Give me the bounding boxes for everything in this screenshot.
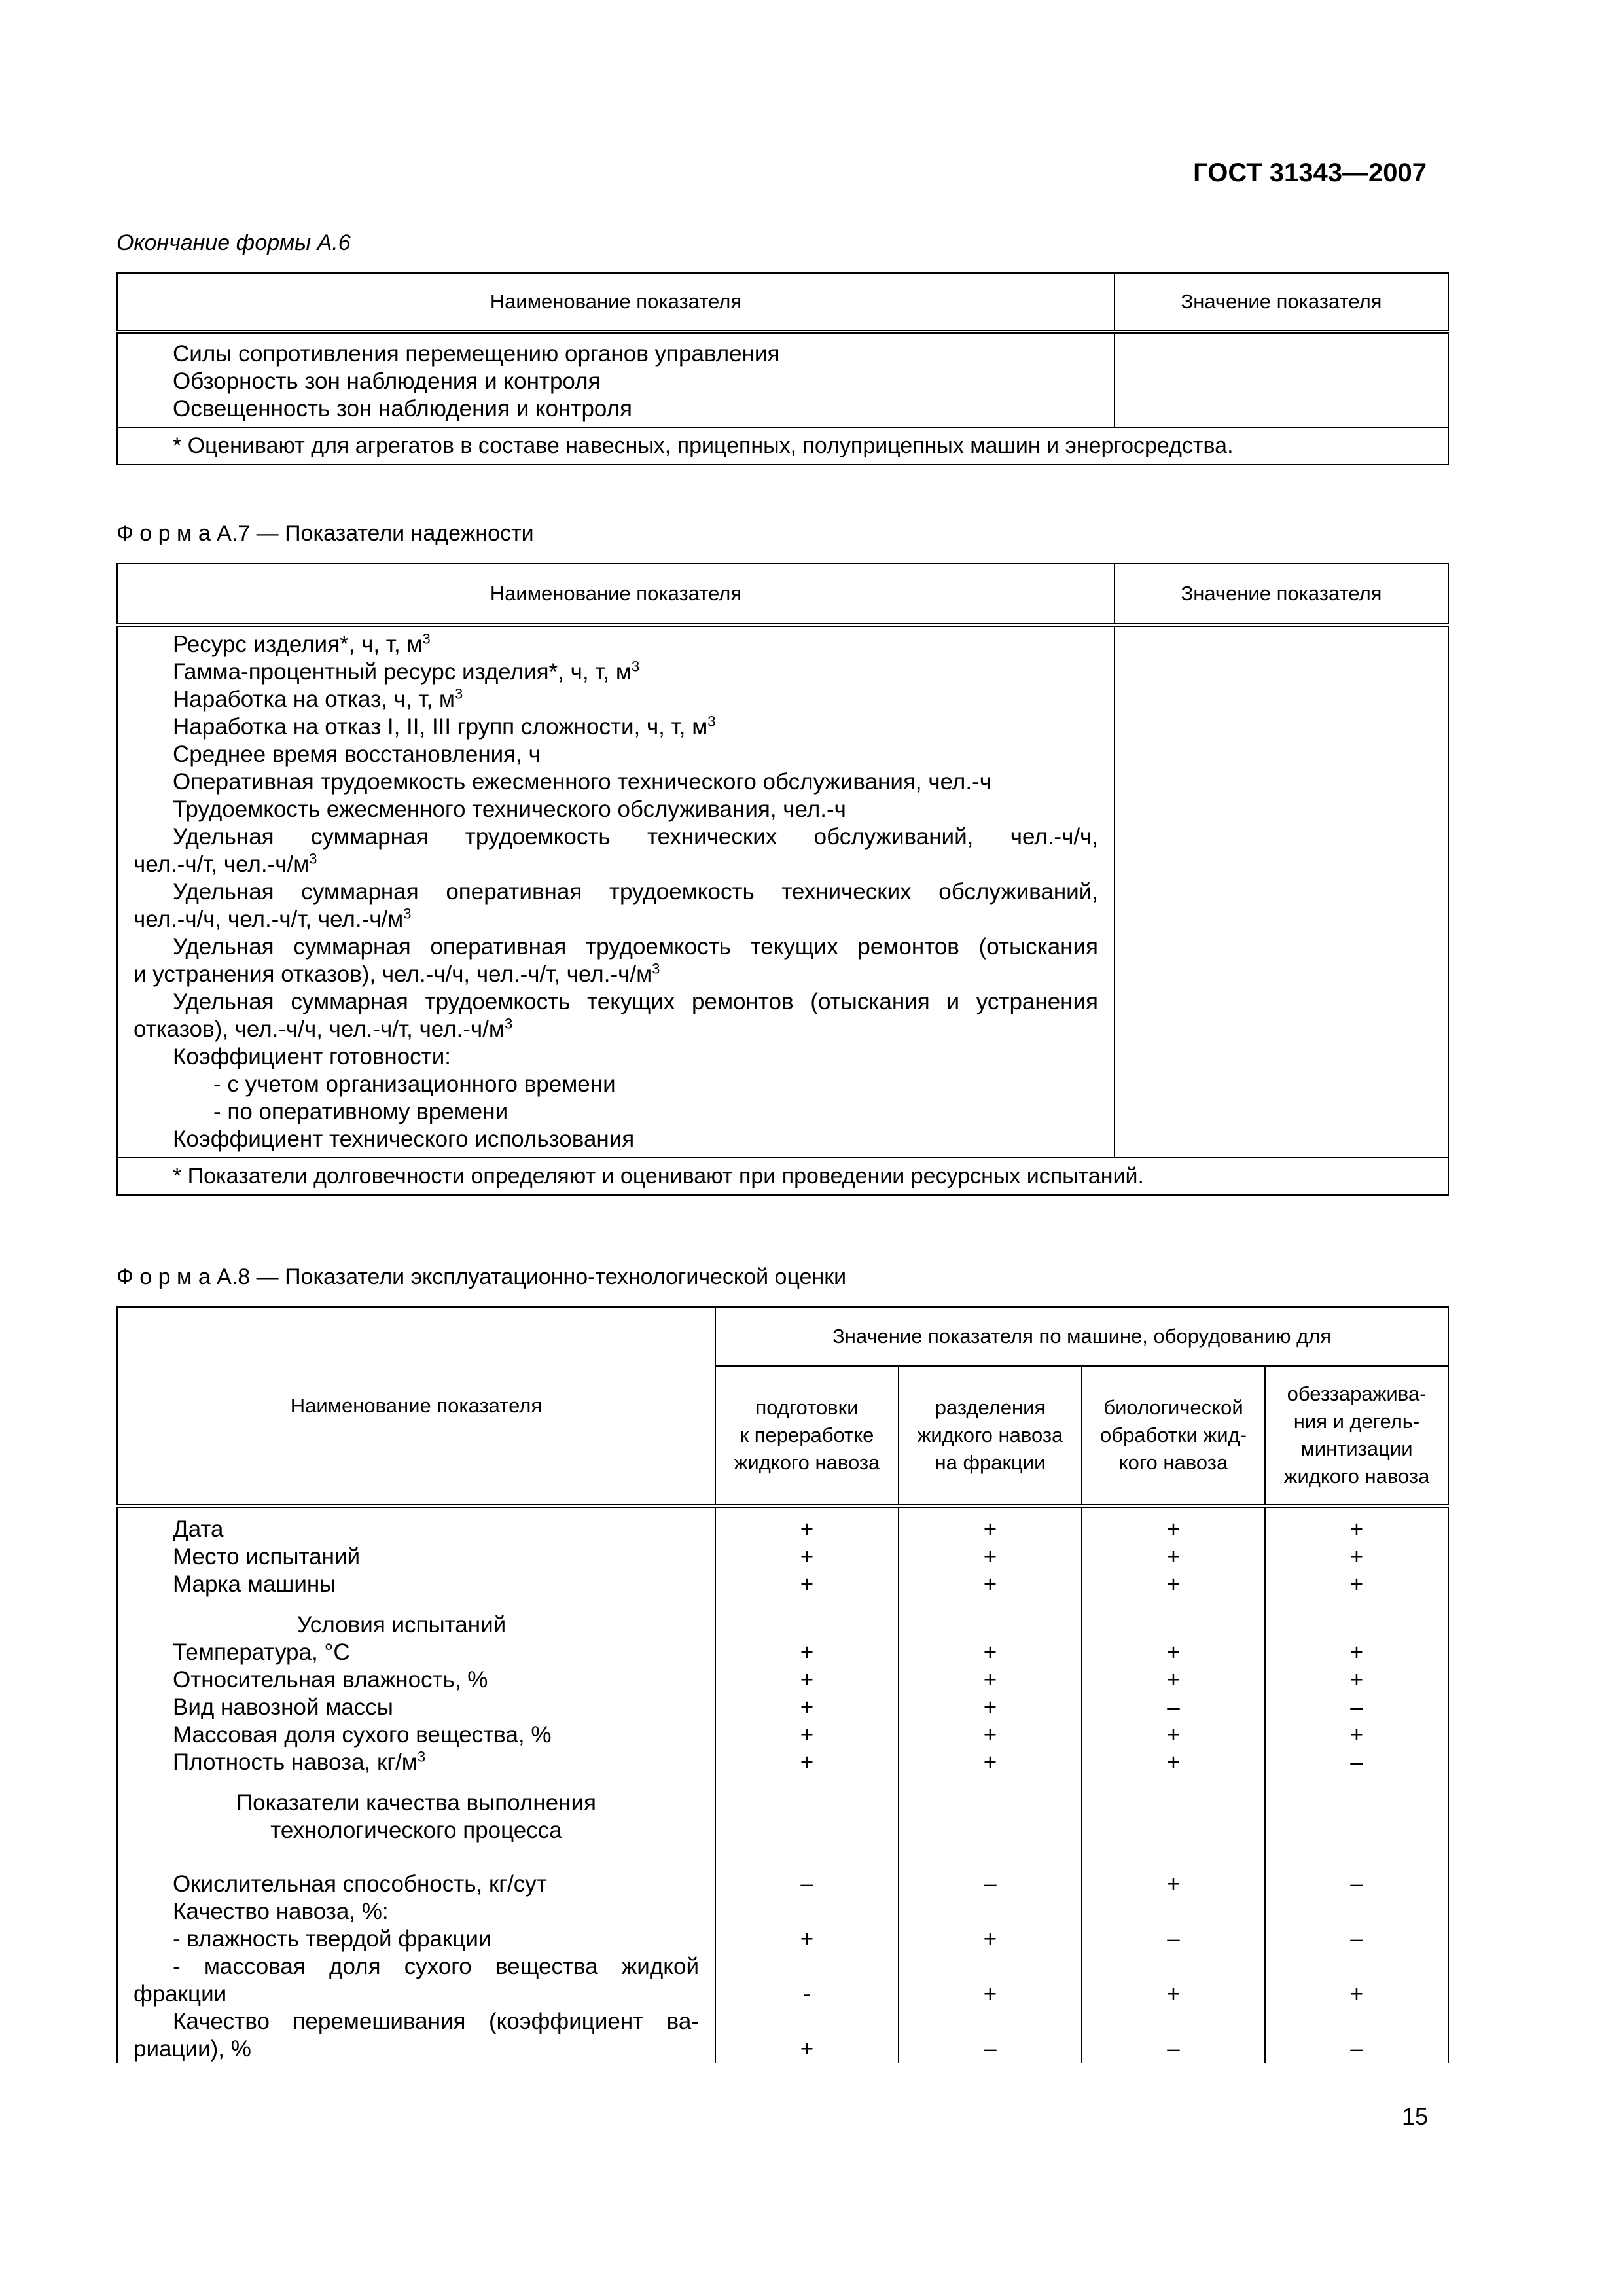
- value-cell: [1115, 625, 1448, 1158]
- row: Среднее время восстановления, ч: [173, 742, 541, 767]
- row: Коэффициент технического использования: [173, 1126, 635, 1152]
- row: отказов), чел.-ч/ч, чел.-ч/т, $чел.-ч/м^3$: [134, 1015, 513, 1042]
- form-a8-table: [116, 1306, 1449, 2063]
- subcol-header-2: разделения жидкого навоза на фракции: [899, 1366, 1082, 1506]
- form-a7-note: * Показатели долговечности определяют и оценивают при проведении ресурсных испытаний.: [117, 1158, 1448, 1195]
- row: - с учетом организационного времени: [213, 1071, 616, 1097]
- col-name-header: Наименование показателя: [117, 273, 1115, 332]
- row: Массовая доля сухого вещества, %: [173, 1722, 552, 1748]
- page-number: 15: [1401, 2103, 1428, 2130]
- conditions-title: Условия испытаний: [297, 1612, 507, 1638]
- row: Оперативная трудоемкость ежесменного технического обслуживания, чел.-ч: [173, 769, 991, 795]
- row: Удельная суммарная оперативная трудоемкость текущих ремонтов (отыскания: [173, 934, 1098, 960]
- row: Удельная суммарная трудоемкость технических обслуживаний, чел.-ч/ч,: [173, 824, 1098, 850]
- form-a6-note: * Оценивают для агрегатов в составе навесных, прицепных, полуприцепных машин и энергосредства.: [117, 427, 1448, 465]
- row: Наработка на отказ I, II, III групп сложности, ч, т, $м^3$: [173, 713, 716, 740]
- row: - массовая доля сухого вещества жидкой: [173, 1954, 699, 1979]
- row: Обзорность зон наблюдения и контроля: [173, 368, 601, 394]
- form-a8-caption: Ф о р м а А.8 — Показатели эксплуатационно-технологической оценки: [116, 1265, 847, 1289]
- row: фракции: [134, 1981, 227, 2007]
- row: Удельная суммарная трудоемкость текущих ремонтов (отыскания и устранения: [173, 989, 1098, 1014]
- value-column-1: + + + + + + + + – + - +: [715, 1506, 899, 2063]
- col-name-header: Наименование показателя: [117, 564, 1115, 625]
- row: Силы сопротивления перемещению органов управления: [173, 341, 780, 367]
- row: Место испытаний: [173, 1544, 361, 1570]
- form-a7-table: [116, 563, 1449, 1196]
- value-cell: [1115, 332, 1448, 427]
- subcol-header-3: биологической обработки жид- кого навоза: [1082, 1366, 1265, 1506]
- subcol-header-1: подготовки к переработке жидкого навоза: [715, 1366, 899, 1506]
- row: Освещенность зон наблюдения и контроля: [173, 396, 632, 422]
- value-column-4: + + + + + – + – – – + –: [1265, 1506, 1448, 2063]
- row: Удельная суммарная оперативная трудоемкость технических обслуживаний,: [173, 879, 1098, 905]
- row: Ресурс изделия*, ч, т, $м^3$: [173, 630, 431, 657]
- row: и устранения отказов), чел.-ч/ч, чел.-ч/т, $чел.-ч/м^3$: [134, 960, 660, 987]
- document-code: ГОСТ 31343—2007: [1193, 158, 1427, 187]
- form-a6-rows: [117, 332, 1115, 427]
- col-group-header: Значение показателя по машине, оборудованию для: [715, 1307, 1448, 1366]
- row: Качество перемешивания (коэффициент ва-: [173, 2009, 699, 2034]
- row: - влажность твердой фракции: [173, 1926, 491, 1952]
- value-column-2: + + + + + + + + – + + –: [899, 1506, 1082, 2063]
- row: Гамма-процентный ресурс изделия*, ч, т, $м^3$: [173, 658, 640, 685]
- row: Дата: [173, 1516, 224, 1542]
- col-value-header: Значение показателя: [1115, 564, 1448, 625]
- value-column-3: + + + + + – + + + – + –: [1082, 1506, 1265, 2063]
- form-a8-rows: [117, 1506, 715, 2063]
- row: Плотность навоза, $кг/м^3$: [173, 1748, 426, 1775]
- row: риации), %: [134, 2036, 251, 2062]
- row: Окислительная способность, кг/сут: [173, 1871, 547, 1897]
- form-a7-caption: Ф о р м а А.7 — Показатели надежности: [116, 521, 534, 546]
- row: Трудоемкость ежесменного технического обслуживания, чел.-ч: [173, 797, 846, 822]
- col-value-header: Значение показателя: [1115, 273, 1448, 332]
- row: Качество навоза, %:: [173, 1899, 389, 1924]
- row: - по оперативному времени: [213, 1099, 508, 1124]
- quality-title: Показатели качества выполнения: [236, 1790, 596, 1816]
- form-a7-rows: [117, 625, 1115, 1158]
- row: Температура, °С: [173, 1640, 350, 1665]
- form-a6-caption: Окончание формы А.6: [116, 230, 351, 255]
- row: чел.-ч/т, $чел.-ч/м^3$: [134, 850, 317, 877]
- row: Марка машины: [173, 1571, 336, 1597]
- form-a6-table: [116, 272, 1449, 465]
- row: чел.-ч/ч, чел.-ч/т, $чел.-ч/м^3$: [134, 905, 412, 932]
- row: Коэффициент готовности:: [173, 1044, 451, 1069]
- row: Относительная влажность, %: [173, 1667, 488, 1693]
- row: Вид навозной массы: [173, 1695, 393, 1720]
- subcol-header-4: обеззаражива- ния и дегель- минтизации жидкого навоза: [1265, 1366, 1448, 1506]
- col-name-header: Наименование показателя: [117, 1307, 715, 1506]
- row: Наработка на отказ, ч, т, $м^3$: [173, 685, 463, 712]
- quality-title: технологического процесса: [270, 1818, 562, 1843]
